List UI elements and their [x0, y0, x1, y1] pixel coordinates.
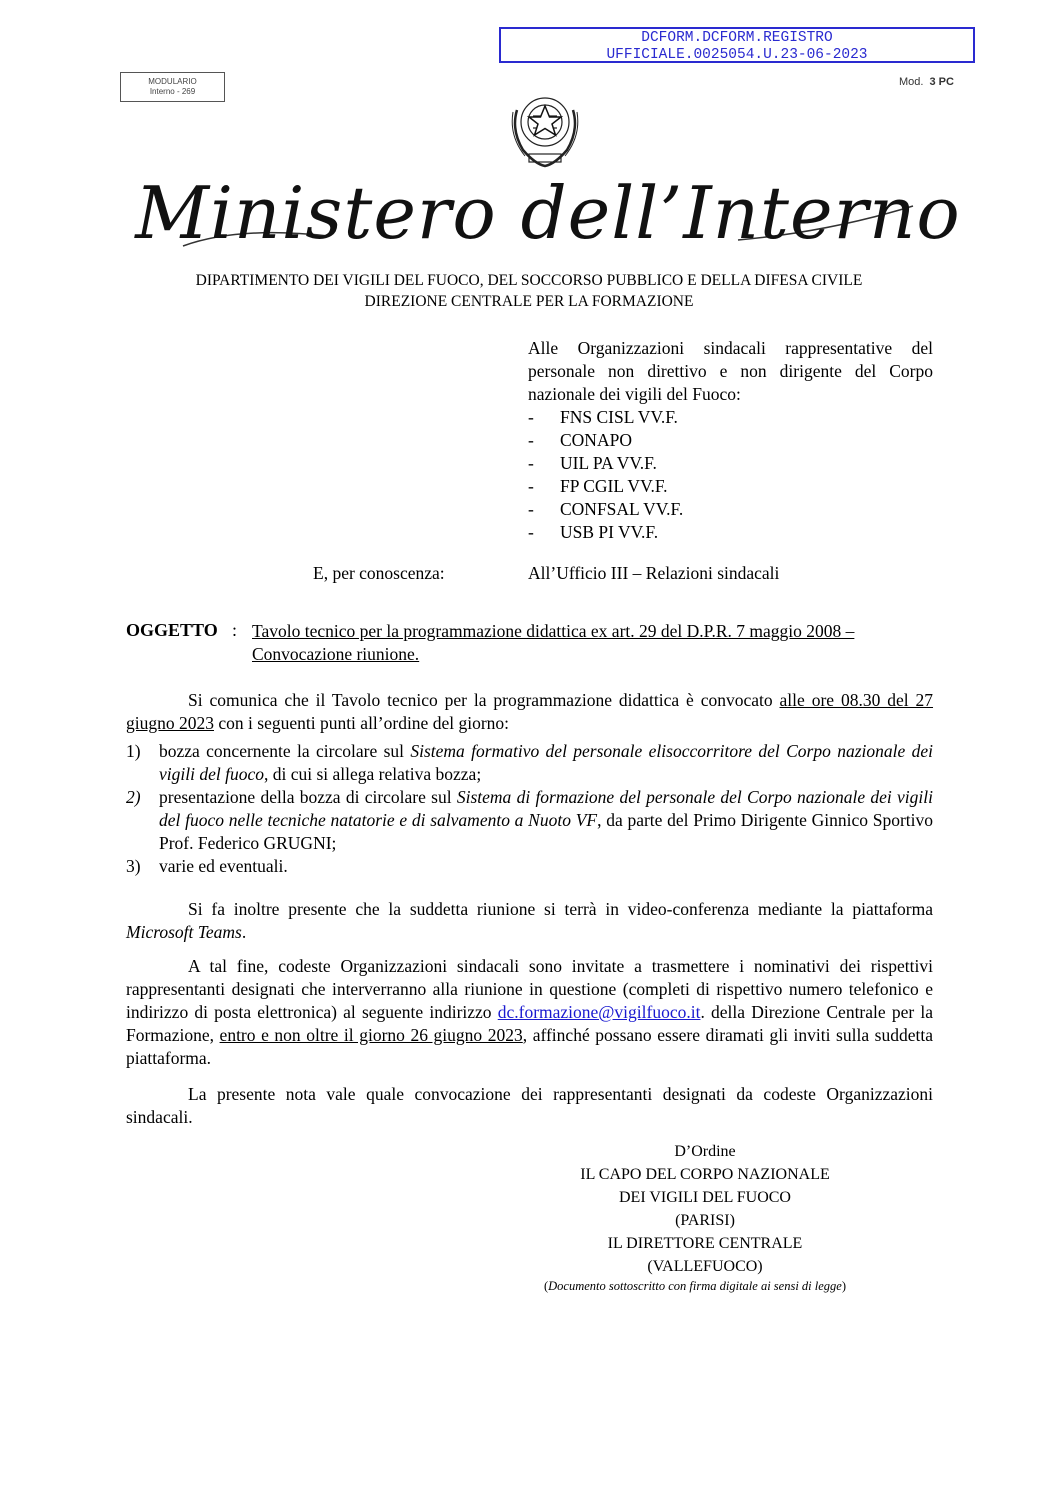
item-number: 2) [126, 787, 141, 807]
union-name: CONFSAL VV.F. [560, 499, 684, 519]
signature-line: IL DIRETTORE CENTRALE [607, 1235, 803, 1252]
text-run: Si fa inoltre presente che la suddetta riunione si terrà in video-conferenza mediante la piattaforma [188, 899, 933, 919]
republic-emblem-icon [505, 80, 585, 172]
text-run: Sistema di formazione del personale del Corpo nazionale dei vigili del fuoco nelle tecniche natatorie e di salvamento a Nuoto VF [159, 787, 933, 830]
meeting-time: alle ore 08.30 del 27 giugno 2023 [126, 690, 934, 733]
list-dash: - [528, 407, 534, 427]
union-name: FP CGIL VV.F. [560, 476, 668, 496]
digital-signature-note [480, 1279, 910, 1294]
mod-code [899, 76, 954, 88]
list-dash: - [528, 430, 534, 450]
union-name: UIL PA VV.F. [560, 453, 657, 473]
text-run: , di cui si allega relativa bozza; [263, 764, 482, 784]
text-run: ) [841, 1279, 847, 1293]
list-item [126, 740, 933, 786]
text-run: presentazione della bozza di circolare sul [159, 787, 457, 807]
text-run: ( [543, 1279, 549, 1293]
signature-line: (VALLEFUOCO) [647, 1258, 763, 1275]
union-name: USB PI VV.F. [560, 522, 659, 542]
modulario-box [120, 72, 225, 102]
modulario-label: MODULARIO [148, 77, 197, 86]
modulario-code: Interno - 269 [149, 87, 196, 96]
mod-value: 3 PC [929, 76, 954, 88]
recipients-block [528, 337, 933, 544]
text-run: , affinché possano essere diramati gli inviti sulla suddetta piattaforma. [126, 1025, 933, 1068]
subject-label: OGGETTO [126, 620, 218, 640]
ministry-logotype [135, 166, 961, 258]
list-item [528, 475, 933, 498]
signature-line: DEI VIGILI DEL FUOCO [619, 1189, 791, 1206]
list-item [126, 855, 933, 878]
list-item [528, 498, 933, 521]
list-item [528, 406, 933, 429]
text-run: A tal fine, codeste Organizzazioni sindacali sono invitate a trasmettere i nominativi dei rispettivi rappresentanti designati che interverranno alla riunione in questione (completi di rispettivo numero telefonico e indirizzo di posta elettronica) al seguente indirizzo [126, 956, 933, 1022]
text-run: varie ed eventuali. [159, 856, 288, 876]
deadline: entro e non oltre il giorno 26 giugno 2023 [219, 1025, 523, 1045]
text-run: . della Direzione Centrale per la Formazione, [126, 1002, 933, 1045]
item-number: 1) [126, 741, 141, 761]
ministry-name: Ministero dell’Interno [135, 171, 961, 255]
list-dash: - [528, 499, 534, 519]
protocol-number-box [499, 27, 975, 63]
subject-colon: : [232, 620, 238, 640]
cc-label: E, per conoscenza: [313, 563, 445, 583]
union-name: CONAPO [560, 430, 632, 450]
list-dash: - [528, 522, 534, 542]
list-dash: - [528, 476, 534, 496]
protocol-line-2: UFFICIALE.0025054.U.23-06-2023 [606, 47, 868, 63]
list-item [528, 429, 933, 452]
signature-line: (PARISI) [675, 1212, 735, 1229]
text-run: con i seguenti punti all’ordine del giorno: [214, 713, 510, 733]
text-run: , da parte del Primo Dirigente Ginnico Sportivo Prof. Federico GRUGNI; [159, 810, 933, 853]
agenda-list [126, 740, 933, 878]
paragraph-convocation [126, 689, 933, 735]
platform-name: Microsoft Teams [126, 922, 242, 942]
paragraph-instructions [126, 955, 933, 1070]
direction-heading: DIREZIONE CENTRALE PER LA FORMAZIONE [364, 293, 694, 310]
department-heading: DIPARTIMENTO DEI VIGILI DEL FUOCO, DEL SOCCORSO PUBBLICO E DELLA DIFESA CIVILE [195, 272, 863, 289]
item-number: 3) [126, 856, 141, 876]
list-item [528, 521, 933, 544]
list-item [126, 786, 933, 855]
mod-label: Mod. [899, 76, 924, 88]
text-run: Documento sottoscritto con firma digitale ai sensi di legge [548, 1279, 842, 1293]
cc-value: All’Ufficio III – Relazioni sindacali [528, 563, 780, 583]
list-dash: - [528, 453, 534, 473]
list-item [528, 452, 933, 475]
paragraph-videoconference [126, 898, 933, 944]
subject-text: Tavolo tecnico per la programmazione didattica ex art. 29 del D.P.R. 7 maggio 2008 – Convocazione riunione. [252, 621, 855, 664]
text-run: . [241, 922, 247, 942]
signature-line: D’Ordine [674, 1143, 736, 1160]
union-name: FNS CISL VV.F. [560, 407, 678, 427]
text-run: Si comunica che il Tavolo tecnico per la programmazione didattica è convocato [188, 690, 780, 710]
protocol-line-1: DCFORM.DCFORM.REGISTRO [641, 30, 833, 46]
signature-line: IL CAPO DEL CORPO NAZIONALE [580, 1166, 830, 1183]
email-link[interactable]: dc.formazione@vigilfuoco.it [497, 1002, 701, 1022]
paragraph-closing: La presente nota vale quale convocazione dei rappresentanti designati da codeste Organizzazioni sindacali. [126, 1084, 933, 1127]
recipients-intro: Alle Organizzazioni sindacali rappresentative del personale non direttivo e non dirigente del Corpo nazionale dei vigili del Fuoco: [528, 338, 933, 404]
text-run: bozza concernente la circolare sul [159, 741, 411, 761]
text-run: Sistema formativo del personale elisoccorritore del Corpo nazionale dei vigili del fuoco [159, 741, 933, 784]
signature-block [480, 1140, 930, 1278]
